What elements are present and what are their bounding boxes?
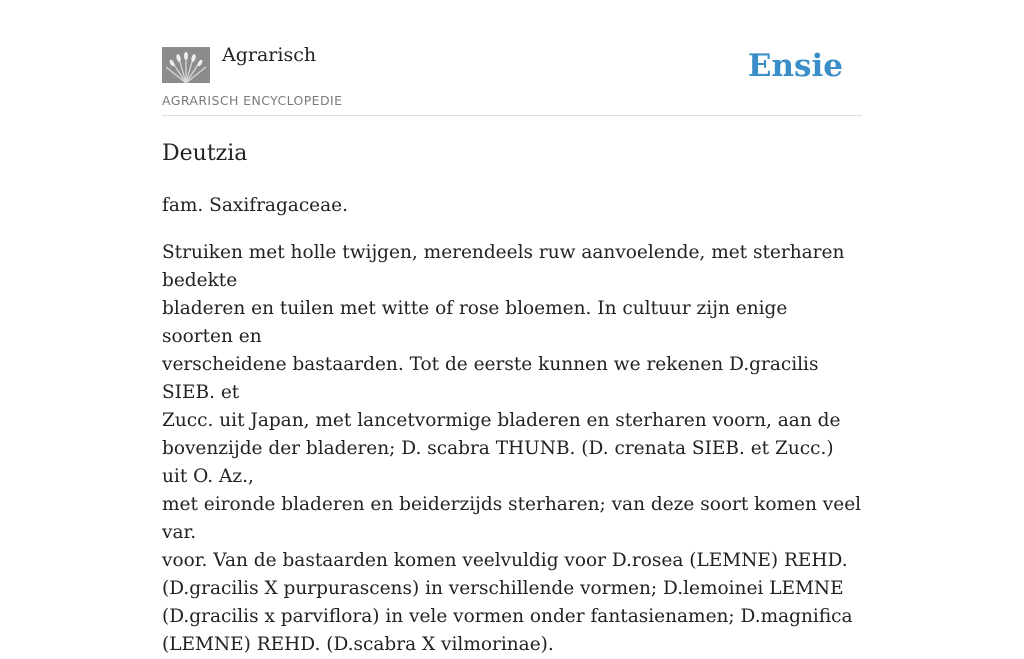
article-family: fam. Saxifragaceae.	[162, 195, 348, 216]
article-title: Deutzia	[162, 141, 248, 166]
article-body: Struiken met holle twijgen, merendeels ruw aanvoelende, met sterharen bedekte bladeren en tuilen met witte of rose bloemen. In cultuur zijn enige soorten en verscheidene bastaarden. Tot de eerste kunnen we rekenen D.gracilis SIEB. et Zucc. uit Japan, met lancetvormige bladeren en sterharen voorn, aan de bovenzijde der bladeren; D. scabra THUNB. (D. crenata SIEB. et Zucc.) uit O. Az., met eironde bladeren en beiderzijds sterharen; van deze soort komen veel var. voor. Van de bastaarden komen veelvuldig voor D.rosea (LEMNE) REHD. (D.gracilis X purpurascens) in verschillende vormen; D.lemoinei LEMNE (D.gracilis x parviflora) in vele vormen onder fantasienamen; D.magnifica (LEMNE) REHD. (D.scabra X vilmorinae).	[162, 242, 862, 655]
publication-title-link[interactable]: Agrarisch	[222, 44, 317, 66]
site-header	[162, 0, 862, 116]
article	[162, 136, 862, 659]
brand-logo-link[interactable]: Ensie	[747, 48, 843, 84]
wheat-icon[interactable]	[162, 47, 210, 83]
publication-subtitle: AGRARISCH ENCYCLOPEDIE	[162, 93, 343, 108]
